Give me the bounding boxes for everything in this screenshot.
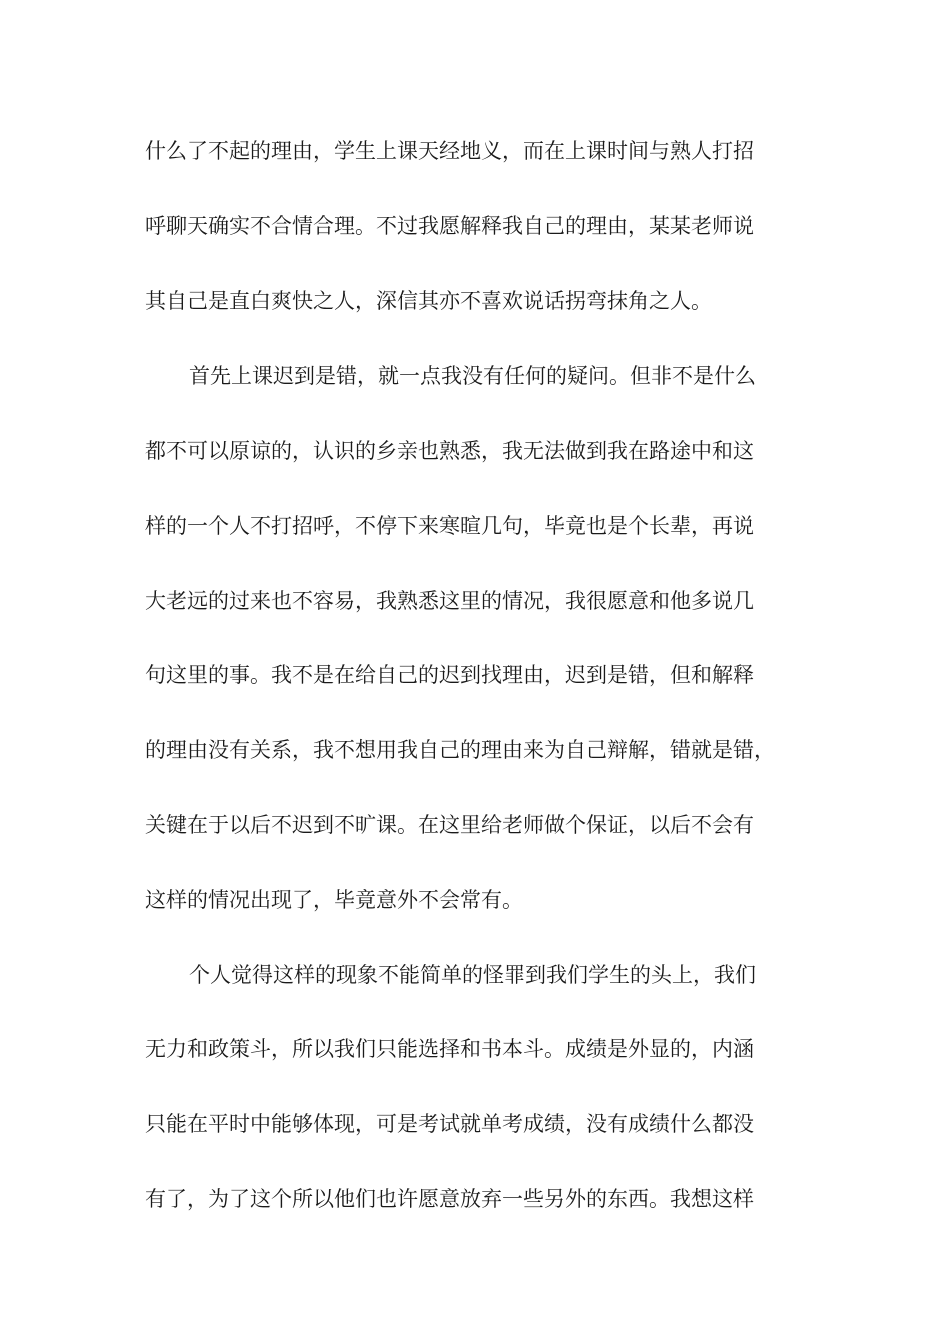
text-line: 有了，为了这个所以他们也许愿意放弃一些另外的东西。我想这样 [145, 1187, 754, 1211]
text-line: 其自己是直白爽快之人，深信其亦不喜欢说话拐弯抹角之人。 [145, 289, 712, 313]
text-line: 什么了不起的理由，学生上课天经地义，而在上课时间与熟人打招 [145, 139, 754, 163]
paragraph-first-line: 个人觉得这样的现象不能简单的怪罪到我们学生的头上，我们 [189, 963, 756, 987]
text-line: 大老远的过来也不容易，我熟悉这里的情况，我很愿意和他多说几 [145, 589, 754, 613]
text-line: 无力和政策斗，所以我们只能选择和书本斗。成绩是外显的，内涵 [145, 1037, 754, 1061]
text-line: 这样的情况出现了，毕竟意外不会常有。 [145, 888, 523, 912]
paragraph-first-line: 首先上课迟到是错，就一点我没有任何的疑问。但非不是什么 [189, 364, 756, 388]
text-line: 句这里的事。我不是在给自己的迟到找理由，迟到是错，但和解释 [145, 663, 754, 687]
text-line: 都不可以原谅的，认识的乡亲也熟悉，我无法做到我在路途中和这 [145, 439, 754, 463]
text-line: 呼聊天确实不合情合理。不过我愿解释我自己的理由，某某老师说 [145, 214, 754, 238]
text-line: 只能在平时中能够体现，可是考试就单考成绩，没有成绩什么都没 [145, 1112, 754, 1136]
text-line: 样的一个人不打招呼，不停下来寒暄几句，毕竟也是个长辈，再说 [145, 514, 754, 538]
text-line: 关键在于以后不迟到不旷课。在这里给老师做个保证，以后不会有 [145, 813, 754, 837]
text-line: 的理由没有关系，我不想用我自己的理由来为自己辩解，错就是错， [145, 738, 775, 762]
